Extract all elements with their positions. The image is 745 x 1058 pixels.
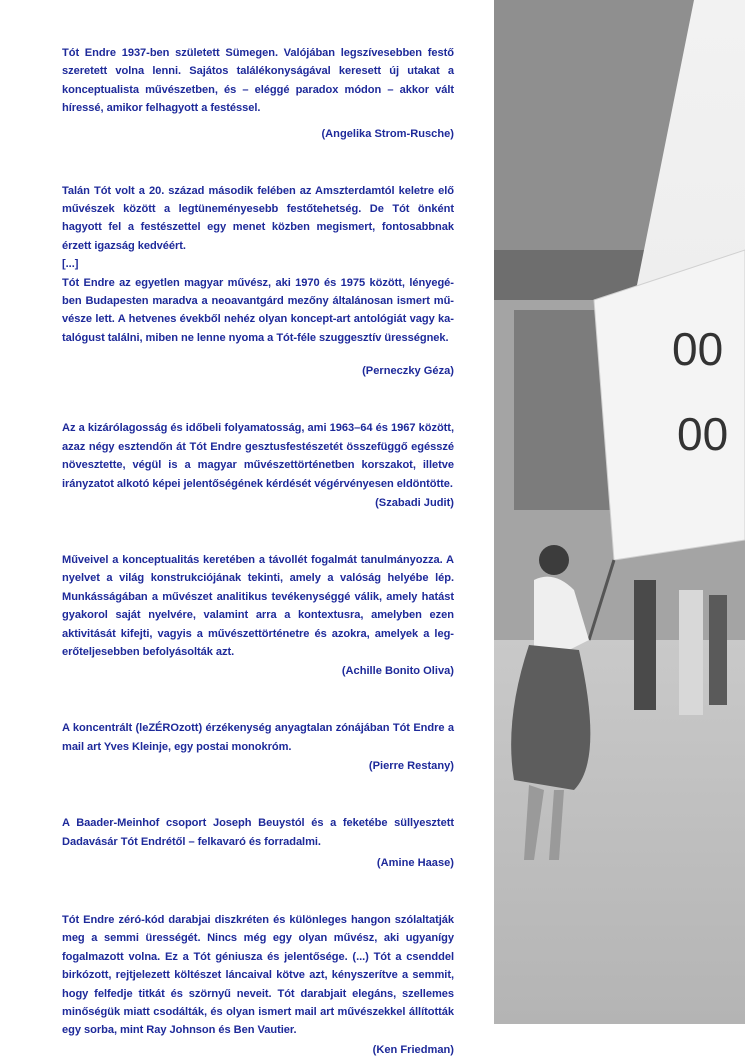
photo-illustration [494, 0, 745, 1024]
quote-attribution: (Angelika Strom-Rusche) [321, 127, 454, 140]
quote-text: Az a kizárólagosság és időbeli folyamatosság, ami 1963–64 és 1967 között, azaz négy esztendőn át Tót Endre gesztusfestészetét összefüggő egésszé növesztette, végül is a magyar művészettörténetben korszakot, illetve irányzatot alkotó képei jelentőségének kérdését végérvényesen eldöntötte. [62, 422, 454, 490]
quote-attribution: (Szabadi Judit) [375, 496, 454, 509]
quote-bonito-oliva [62, 551, 454, 679]
quote-text: Műveivel a konceptualitás keretében a távollét fogalmát tanulmányozza. A nyelvet a világ konstrukciójának tekinti, amely a valóság helyébe lép. Munkásságában a művészet analitikus tevékenységgé válik, amely hatást gyakorol saját nyelvére, valamint arra a kontextusra, amelyben ezen aktivitását kifejti, vagyis a művészettörténetre és azokra, amelyek a legerőteljesebben befolyásolták azt. [62, 553, 454, 658]
quote-restany [62, 719, 454, 774]
text-column [62, 44, 454, 1058]
woman-skirt [511, 645, 590, 790]
quote-attribution: (Achille Bonito Oliva) [341, 665, 454, 678]
quote-haase [62, 814, 454, 871]
banner-text-line-2: 00 [677, 408, 729, 460]
quote-strom-rusche [62, 44, 454, 142]
street-photo-woman-with-banner [494, 0, 745, 1024]
quote-attribution: (Perneczky Géza) [362, 365, 454, 378]
quote-friedman [62, 911, 454, 1058]
quote-text: Tót Endre 1937-ben született Sümegen. Valójában legszívesebben festő szeretett volna lenni. Sajátos találékonyságával keresett új utakat a konceptualista művészetben, és – eléggé paradox módon – akkor vált híressé, amikor felhagyott a festéssel. [62, 47, 454, 115]
banner [594, 250, 745, 560]
woman-head [539, 545, 569, 575]
quote-ellipsis: [...] [62, 258, 79, 271]
quote-attribution: (Amine Haase) [376, 856, 454, 869]
quote-text: Talán Tót volt a 20. század második felében az Amszterdamtól keletre elő művészek között a legtüneményesebb festőtehetség. De Tót önként hagyott fel a festészettel egy menet közben megismert, fontosabbnak érzett igazság kedvéért. [62, 184, 454, 252]
quote-text: Tót Endre az egyetlen magyar művész, aki 1970 és 1975 között, lényegében Budapesten maradva a neoavantgárd mezőny általánosan ismert művésze lett. A hetvenes évekből nehéz olyan koncept-art antológiát vagy katalógust találni, miben ne lenne nyoma a Tót-féle szuggesztív ürességnek. [62, 276, 454, 344]
quote-text: Tót Endre zéró-kód darabjai diszkréten és különleges hangon szólaltatják meg a semmi ürességét. Nincs még egy olyan művész, aki ugyanígy fogalmazott volna. Ez a Tót géniusza és jelentősége. (...) Tót a csenddel birkózott, rejtjelezett költészet láncaival kötve azt, kényszerítve a semmit, hogy felfedje titkát és szörnyű neveit. Tót darabjait elegáns, szellemes minőségük miatt csodálták, és olyan ismert mail art művészekkel állították egy sorba, mint Ray Johnson és Ben Vautier. [62, 913, 454, 1037]
quote-szabadi [62, 419, 454, 511]
quote-attribution: (Pierre Restany) [368, 760, 454, 773]
quote-text: A Baader-Meinhof csoport Joseph Beuystól és a feketébe süllyesztett Dadavásár Tót Endrétől – felkavaró és forradalmi. [62, 817, 454, 848]
quote-perneczky [62, 182, 454, 380]
background-figure-1 [634, 580, 656, 710]
banner-text-line-1: 00 [672, 323, 724, 375]
quote-attribution: (Ken Friedman) [372, 1043, 454, 1056]
background-figure-3 [709, 595, 727, 705]
background-figure-2 [679, 590, 703, 715]
quote-text: A koncentrált (leZÉROzott) érzékenység anyagtalan zónájában Tót Endre a mail art Yves Kleinje, egy postai monokróm. [62, 722, 454, 753]
